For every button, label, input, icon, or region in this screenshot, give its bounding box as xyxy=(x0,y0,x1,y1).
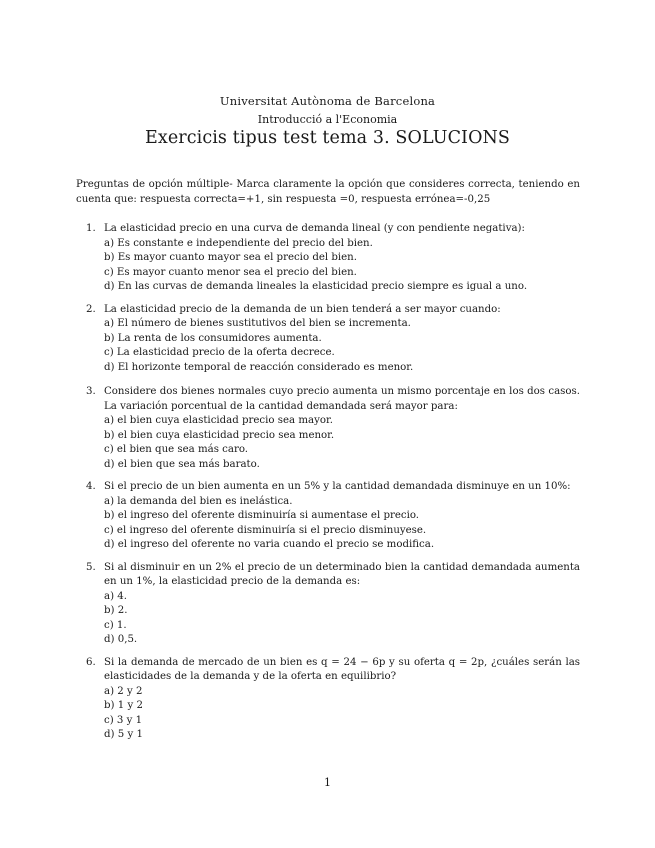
option-d: d) el ingreso del oferente no varia cuando el precio se modifica. xyxy=(104,539,435,550)
option-list xyxy=(104,237,580,295)
option-b: b) 1 y 2 xyxy=(104,700,143,711)
question-4 xyxy=(86,480,580,553)
option-a: a) Es constante e independiente del precio del bien. xyxy=(104,237,373,249)
question-3 xyxy=(86,385,580,472)
option-c: c) el ingreso del oferente disminuiría si el precio disminuyese. xyxy=(104,524,427,536)
question-list xyxy=(86,222,580,751)
option-list xyxy=(104,685,580,743)
question-number: 5. xyxy=(86,561,96,573)
option-d: d) 5 y 1 xyxy=(104,729,143,740)
option-a: a) El número de bienes sustitutivos del bien se incrementa. xyxy=(104,318,411,329)
option-c: c) Es mayor cuanto menor sea el precio del bien. xyxy=(104,266,357,278)
option-b: b) el bien cuya elasticidad precio sea menor. xyxy=(104,429,335,441)
question-number: 4. xyxy=(86,481,96,492)
option-list xyxy=(104,414,580,472)
question-1 xyxy=(86,222,580,295)
option-b: b) el ingreso del oferente disminuiría si aumentase el precio. xyxy=(104,510,420,521)
option-b: b) Es mayor cuanto mayor sea el precio del bien. xyxy=(104,252,357,263)
question-text: La elasticidad precio en una curva de demanda lineal (y con pendiente negativa): xyxy=(104,223,525,234)
page-number: 1 xyxy=(324,776,331,789)
option-a: a) el bien cuya elasticidad precio sea mayor. xyxy=(104,415,333,426)
question-number: 6. xyxy=(86,656,96,668)
question-number: 1. xyxy=(86,223,96,234)
option-a: a) la demanda del bien es inelástica. xyxy=(104,495,293,507)
option-list xyxy=(104,590,580,648)
question-text: Si al disminuir en un 2% el precio de un determinado bien la cantidad demandada aumenta en un 1%, la elasticidad precio de la demanda es: xyxy=(104,561,580,587)
option-c: c) La elasticidad precio de la oferta decrece. xyxy=(104,347,335,358)
question-text: Considere dos bienes normales cuyo precio aumenta un mismo porcentaje en los dos casos. La variación porcentual de la cantidad demandada será mayor para: xyxy=(104,386,580,412)
question-text: Si la demanda de mercado de un bien es q = 24 − 6p y su oferta q = 2p, ¿cuáles serán las elasticidades de la demanda y de la oferta en equilibrio? xyxy=(104,656,580,682)
option-list xyxy=(104,495,580,553)
university-name: Universitat Autònoma de Barcelona xyxy=(219,94,436,108)
option-list xyxy=(104,317,580,375)
document-title: Exercicis tipus test tema 3. SOLUCIONS xyxy=(144,128,511,148)
option-d: d) el bien que sea más barato. xyxy=(104,458,260,470)
course-name: Introducció a l'Economia xyxy=(257,113,398,126)
question-6 xyxy=(86,656,580,743)
question-2 xyxy=(86,303,580,376)
instructions-paragraph: Preguntas de opción múltiple- Marca claramente la opción que consideres correcta, teniendo en cuenta que: respuesta correcta=+1, sin respuesta =0, respuesta errónea=-0,25 xyxy=(76,179,580,205)
question-number: 2. xyxy=(86,303,96,315)
option-c: c) el bien que sea más caro. xyxy=(104,444,249,455)
option-b: b) 2. xyxy=(104,605,128,616)
option-d: d) En las curvas de demanda lineales la elasticidad precio siempre es igual a uno. xyxy=(104,281,528,292)
question-number: 3. xyxy=(86,386,96,397)
option-c: c) 1. xyxy=(104,619,127,631)
question-5 xyxy=(86,561,580,648)
document-header xyxy=(0,94,655,148)
option-d: d) El horizonte temporal de reacción considerado es menor. xyxy=(104,361,414,373)
question-text: Si el precio de un bien aumenta en un 5% y la cantidad demandada disminuye en un 10%: xyxy=(104,481,571,492)
option-b: b) La renta de los consumidores aumenta. xyxy=(104,332,322,344)
option-c: c) 3 y 1 xyxy=(104,714,143,726)
option-a: a) 4. xyxy=(104,590,128,602)
option-d: d) 0,5. xyxy=(104,634,138,645)
question-text: La elasticidad precio de la demanda de un bien tenderá a ser mayor cuando: xyxy=(104,303,501,315)
option-a: a) 2 y 2 xyxy=(104,685,143,697)
